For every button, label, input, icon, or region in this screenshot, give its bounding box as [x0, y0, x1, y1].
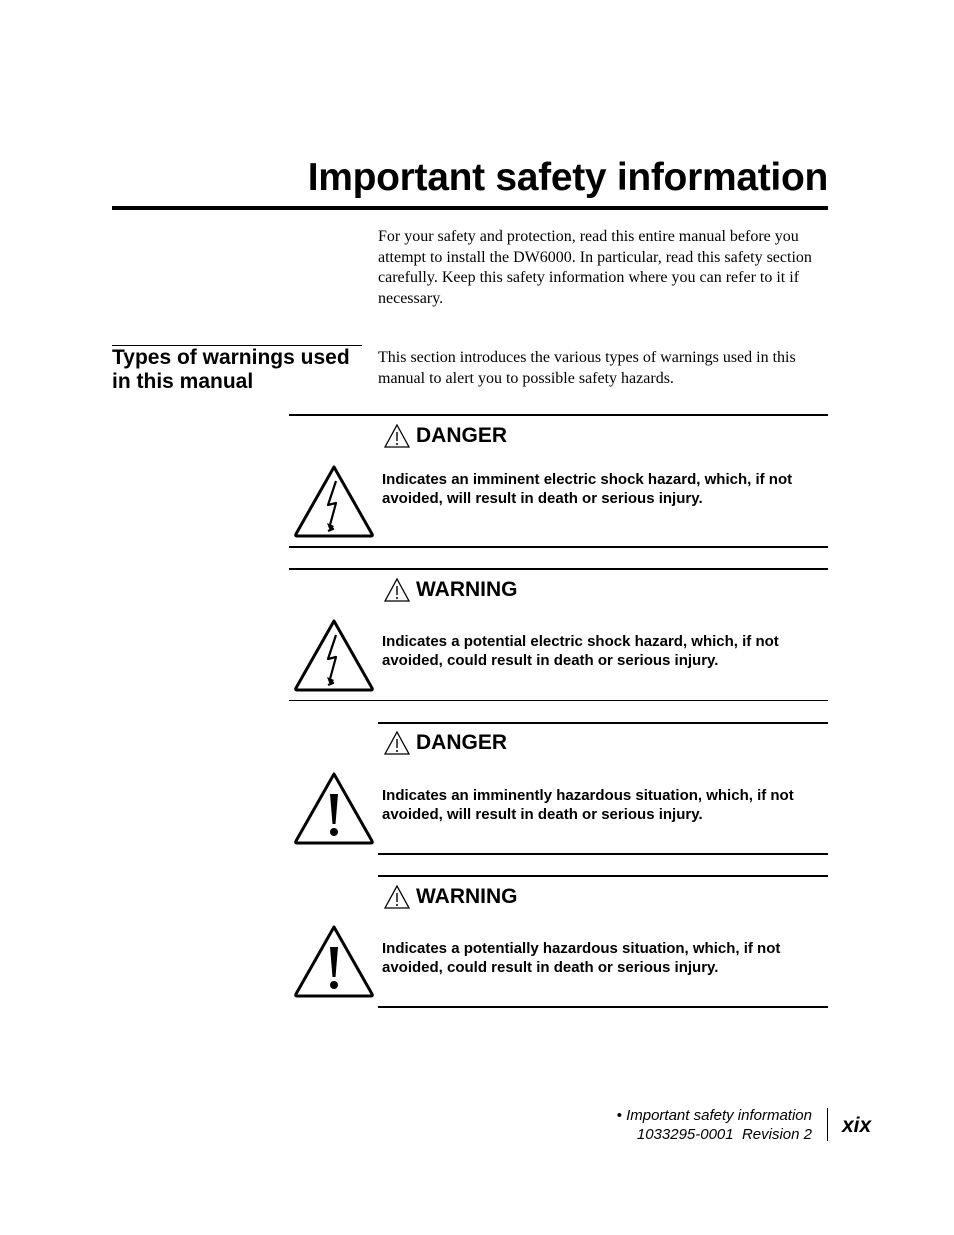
- footer-section: • Important safety information: [616, 1107, 812, 1124]
- danger-label: [384, 731, 507, 755]
- warning-label-text: WARNING: [416, 885, 518, 908]
- warning-label: [384, 885, 518, 909]
- section-paragraph: This section introduces the various types of warnings used in this manual to alert you to possible safety hazards.: [378, 349, 796, 387]
- danger-description: Indicates an imminently hazardous situation, which, if not avoided, will result in death or serious injury.: [382, 787, 794, 823]
- warning-label: [384, 578, 518, 602]
- danger-description: Indicates an imminent electric shock hazard, which, if not avoided, will result in death or serious injury.: [382, 471, 793, 507]
- alert-triangle-icon: [384, 578, 410, 602]
- block-bottom-rule: [378, 853, 828, 855]
- electric-shock-icon: [292, 463, 376, 539]
- block-bottom-rule: [289, 546, 828, 548]
- block-bottom-rule: [289, 700, 828, 701]
- block-bottom-rule: [378, 1006, 828, 1008]
- block-top-rule: [289, 568, 828, 570]
- alert-triangle-icon: [384, 424, 410, 448]
- title-rule: [112, 206, 828, 210]
- warning-description: Indicates a potentially hazardous situation, which, if not avoided, could result in death or serious injury.: [382, 940, 781, 976]
- section-heading: Types of warnings used in this manual: [112, 346, 350, 393]
- danger-label: [384, 424, 507, 448]
- footer-doc-number: 1033295-0001 Revision 2: [636, 1126, 812, 1143]
- block-top-rule: [378, 875, 828, 877]
- page-number: xix: [842, 1114, 872, 1137]
- footer-running-head: [617, 1106, 812, 1144]
- warning-label-text: WARNING: [416, 578, 518, 601]
- danger-label-text: DANGER: [416, 424, 508, 447]
- exclamation-hazard-icon: [292, 770, 376, 846]
- block-top-rule: [378, 722, 828, 724]
- alert-triangle-icon: [384, 731, 410, 755]
- alert-triangle-icon: [384, 885, 410, 909]
- intro-paragraph: For your safety and protection, read this entire manual before you attempt to install the DW6000. In particular, read this safety section carefully. Keep this safety information where you can refer to it if necessary.: [378, 228, 812, 307]
- warning-description: Indicates a potential electric shock hazard, which, if not avoided, could result in death or serious injury.: [382, 633, 779, 669]
- footer-rule: [827, 1108, 828, 1141]
- exclamation-hazard-icon: [292, 923, 376, 999]
- danger-label-text: DANGER: [416, 731, 508, 754]
- page-title: Important safety information: [307, 156, 828, 199]
- block-top-rule: [289, 414, 828, 416]
- electric-shock-icon: [292, 617, 376, 693]
